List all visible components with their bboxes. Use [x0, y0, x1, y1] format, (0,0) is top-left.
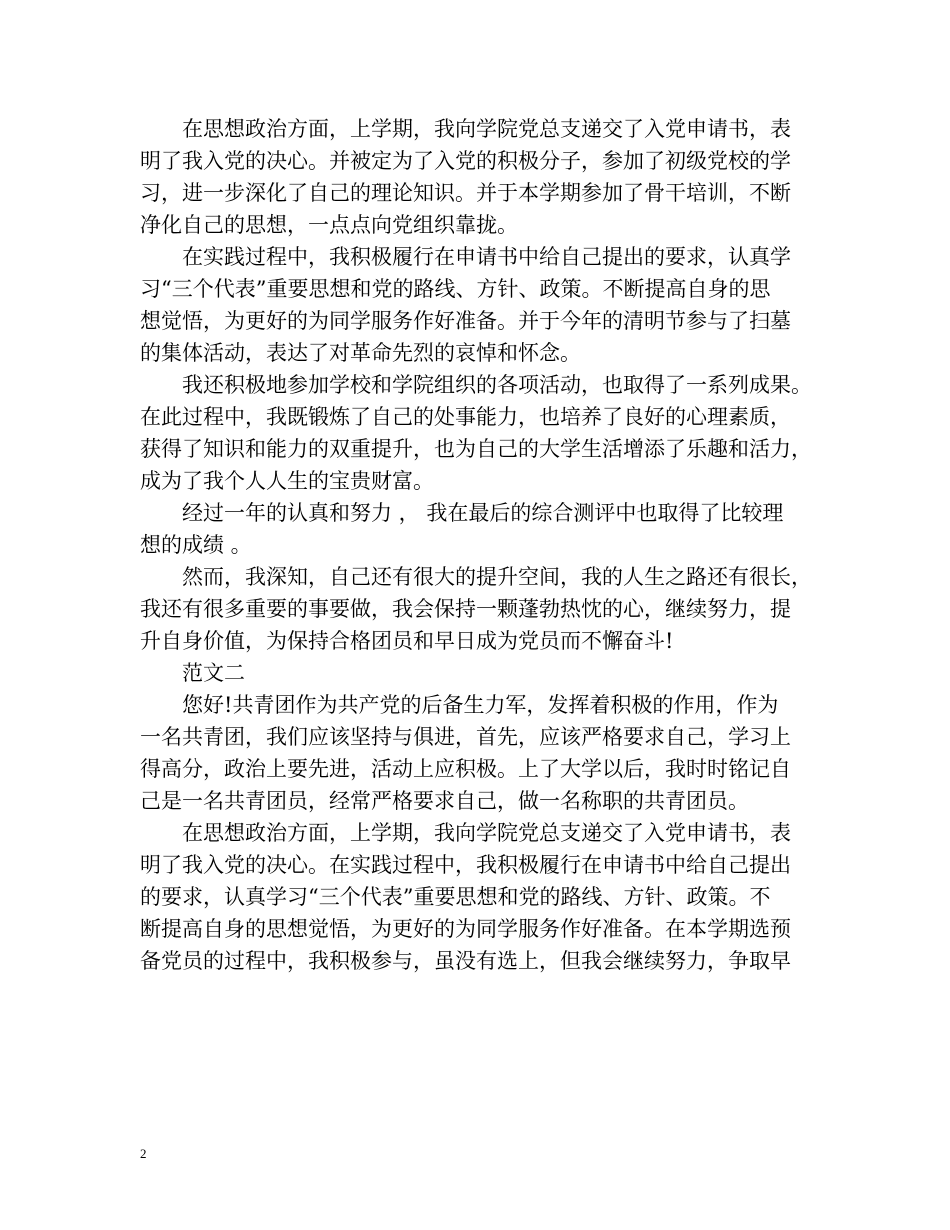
page-number: 2: [140, 1146, 147, 1161]
text-line: 我还有很多重要的事要做，我会保持一颗蓬勃热忱的心，继续努力，提: [140, 597, 791, 621]
text-line: 获得了知识和能力的双重提升，也为自己的大学生活增添了乐趣和活力，: [140, 437, 812, 461]
text-line: 己是一名共青团员，经常严格要求自己，做一名称职的共青团员。: [140, 789, 749, 813]
text-line: 明了我入党的决心。在实践过程中，我积极履行在申请书中给自己提出: [140, 853, 791, 877]
text-line: 明了我入党的决心。并被定为了入党的积极分子，参加了初级党校的学: [140, 149, 791, 173]
text-line: 的要求，认真学习“三个代表”重要思想和党的路线、方针、政策。不: [140, 885, 771, 909]
text-line: 想觉悟，为更好的为同学服务作好准备。并于今年的清明节参与了扫墓: [140, 309, 791, 333]
text-line: 成为了我个人人生的宝贵财富。: [140, 469, 434, 493]
text-line: 在此过程中，我既锻炼了自己的处事能力，也培养了良好的心理素质，: [140, 405, 791, 429]
text-line: 经过一年的认真和努力 ， 我在最后的综合测评中也取得了比较理: [140, 501, 784, 525]
text-line: 习“三个代表”重要思想和党的路线、方针、政策。不断提高自身的思: [140, 277, 771, 301]
text-line: 您好!共青团作为共产党的后备生力军，发挥着积极的作用，作为: [140, 693, 779, 717]
text-line: 想的成绩 。: [140, 533, 252, 557]
text-line: 我还积极地参加学校和学院组织的各项活动，也取得了一系列成果。: [140, 373, 812, 397]
text-line: 升自身价值，为保持合格团员和早日成为党员而不懈奋斗!: [140, 629, 674, 653]
text-line: 得高分，政治上要先进，活动上应积极。上了大学以后，我时时铭记自: [140, 757, 791, 781]
text-line: 的集体活动，表达了对革命先烈的哀悼和怀念。: [140, 341, 581, 365]
text-line: 在思想政治方面，上学期，我向学院党总支递交了入党申请书，表: [140, 821, 791, 845]
text-line: 在思想政治方面，上学期，我向学院党总支递交了入党申请书，表: [140, 117, 791, 141]
text-line: 然而，我深知，自己还有很大的提升空间，我的人生之路还有很长，: [140, 565, 812, 589]
text-line: 净化自己的思想，一点点向党组织靠拢。: [140, 213, 518, 237]
text-line: 一名共青团，我们应该坚持与俱进，首先，应该严格要求自己，学习上: [140, 725, 791, 749]
text-line: 在实践过程中，我积极履行在申请书中给自己提出的要求，认真学: [140, 245, 791, 269]
section-heading: 范文二: [140, 661, 245, 685]
text-line: 习，进一步深化了自己的理论知识。并于本学期参加了骨干培训，不断: [140, 181, 791, 205]
text-line: 备党员的过程中，我积极参与，虽没有选上，但我会继续努力，争取早: [140, 949, 791, 973]
text-line: 断提高自身的思想觉悟，为更好的为同学服务作好准备。在本学期选预: [140, 917, 791, 941]
